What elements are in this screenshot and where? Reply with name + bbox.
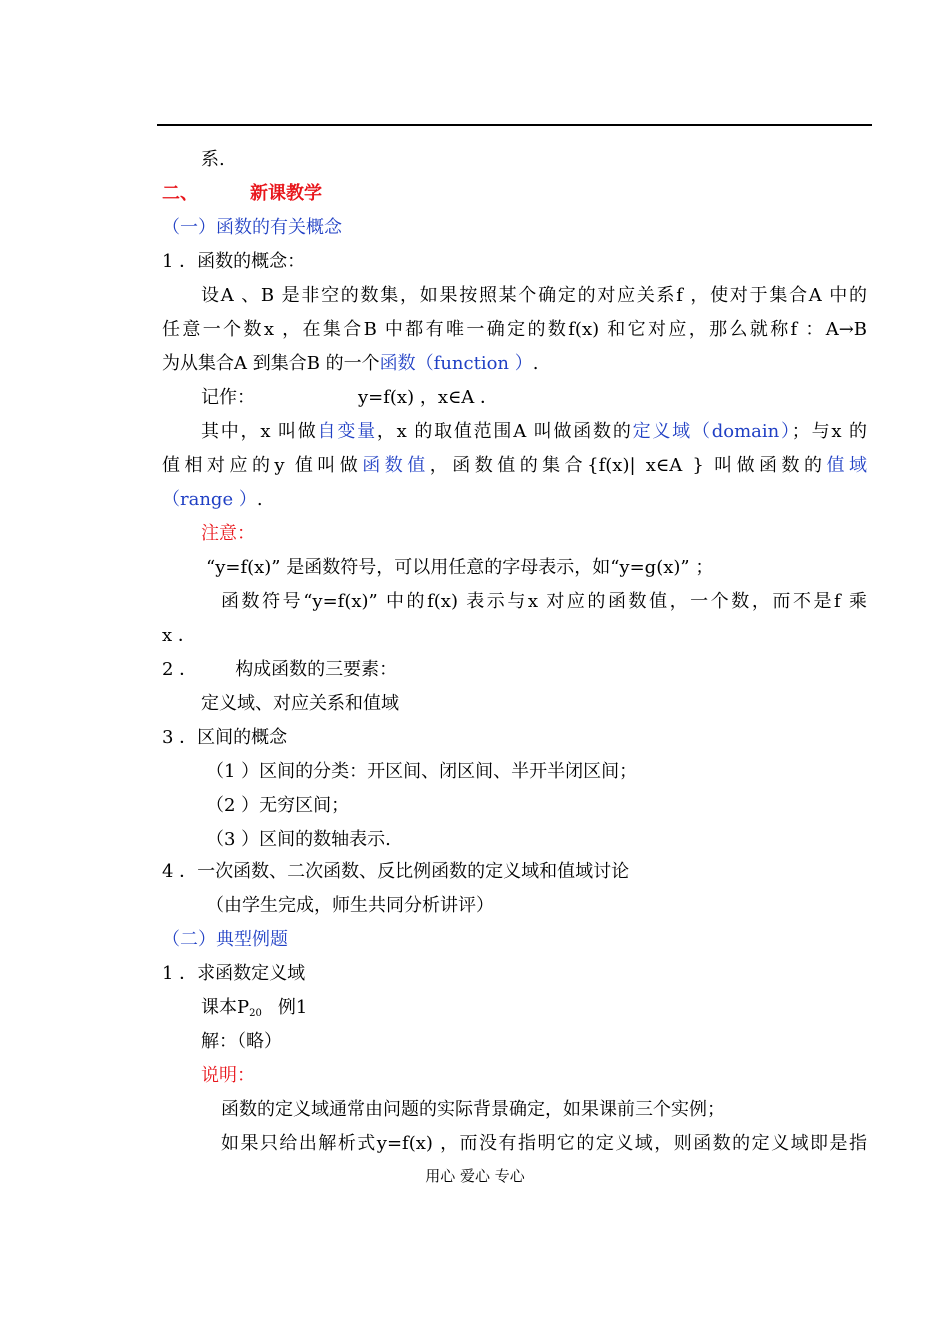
example1-reference <box>201 996 307 1026</box>
note-label: 注意： <box>201 523 255 544</box>
example-number: 例1 <box>277 997 308 1018</box>
textbook-label: 课本P <box>201 997 250 1018</box>
term-independent-variable: 自变量 <box>317 421 377 442</box>
section-title: 新课教学 <box>250 183 322 204</box>
section-heading <box>162 182 322 206</box>
where-text-c: ，x 的取值范围A 叫做函数的 <box>376 421 633 442</box>
example1-solution: 解：（略） <box>201 1031 282 1052</box>
continuation-text: 系. <box>201 149 225 170</box>
page-footer: 用心 爱心 专心 <box>425 1167 525 1185</box>
item3-sub-2: （2 ）无穷区间； <box>206 795 350 816</box>
item3-heading: 3 ．区间的概念 <box>162 727 288 748</box>
item2-number: 2 ． <box>162 659 198 680</box>
def-line-1: 设A 、B 是非空的数集，如果按照某个确定的对应关系f ，使对于集合A 中的 <box>201 285 867 306</box>
item4-note: （由学生完成，师生共同分析讲评） <box>206 895 494 916</box>
section-number: 二、 <box>162 183 198 204</box>
def-line-3-text: 为从集合A 到集合B 的一个 <box>162 353 380 374</box>
note-point-2-cont: x ． <box>162 625 196 646</box>
def-line-3-end: . <box>532 353 539 374</box>
item2-heading <box>162 658 397 682</box>
term-function-value: 函数值 <box>362 455 430 476</box>
item1-heading: 1 ．函数的概念： <box>162 251 306 272</box>
explanation-point-1: 函数的定义域通常由问题的实际背景确定，如果课前三个实例； <box>221 1099 725 1120</box>
term-range: 值域 <box>826 455 868 476</box>
item2-content: 定义域、对应关系和值域 <box>201 693 399 714</box>
notation-label: 记作： <box>201 387 255 408</box>
item3-sub-3: （3 ）区间的数轴表示. <box>206 829 391 850</box>
explanation-label: 说明： <box>201 1065 255 1086</box>
where-text-k: . <box>256 489 263 510</box>
def-line-3 <box>162 352 538 376</box>
item3-sub-1: （1 ）区间的分类：开区间、闭区间、半开半闭区间； <box>206 761 638 782</box>
term-range-english: （range ） <box>162 489 257 510</box>
notation-formula: y=f(x) ，x∈A ． <box>358 387 499 408</box>
where-text-f: 值相对应的y 值叫做 <box>162 455 363 476</box>
note-point-1: “y=f(x)” 是函数符号，可以用任意的字母表示，如“y=g(x)” ； <box>206 557 714 578</box>
note-point-2: 函数符号“y=f(x)” 中的f(x) 表示与x 对应的函数值，一个数，而不是f 乘 <box>221 591 867 612</box>
where-line-3 <box>162 488 263 512</box>
where-text-h: ，函数值的集合{f(x)| x∈A } 叫做函数的 <box>429 455 827 476</box>
part1-heading: （一）函数的有关概念 <box>162 217 342 238</box>
def-line-2: 任意一个数x ，在集合B 中都有唯一确定的数f(x) 和它对应，那么就称f ：A→B <box>162 319 867 340</box>
header-rule <box>157 124 872 126</box>
part2-heading: （二）典型例题 <box>162 929 288 950</box>
item2-title: 构成函数的三要素： <box>235 659 398 680</box>
item4-heading: 4 ．一次函数、二次函数、反比例函数的定义域和值域讨论 <box>162 861 630 882</box>
where-text-a: 其中，x 叫做 <box>201 421 318 442</box>
textbook-page: 20 <box>249 1008 262 1019</box>
term-domain: 定义域（domain） <box>632 421 792 442</box>
where-line-2 <box>162 454 867 478</box>
term-function: 函数（function ） <box>379 353 533 374</box>
explanation-point-2: 如果只给出解析式y=f(x) ，而没有指明它的定义域，则函数的定义域即是指 <box>221 1133 867 1154</box>
where-text-e: ；与x 的 <box>791 421 868 442</box>
example1-heading: 1 ．求函数定义域 <box>162 963 306 984</box>
where-line-1 <box>201 420 867 444</box>
